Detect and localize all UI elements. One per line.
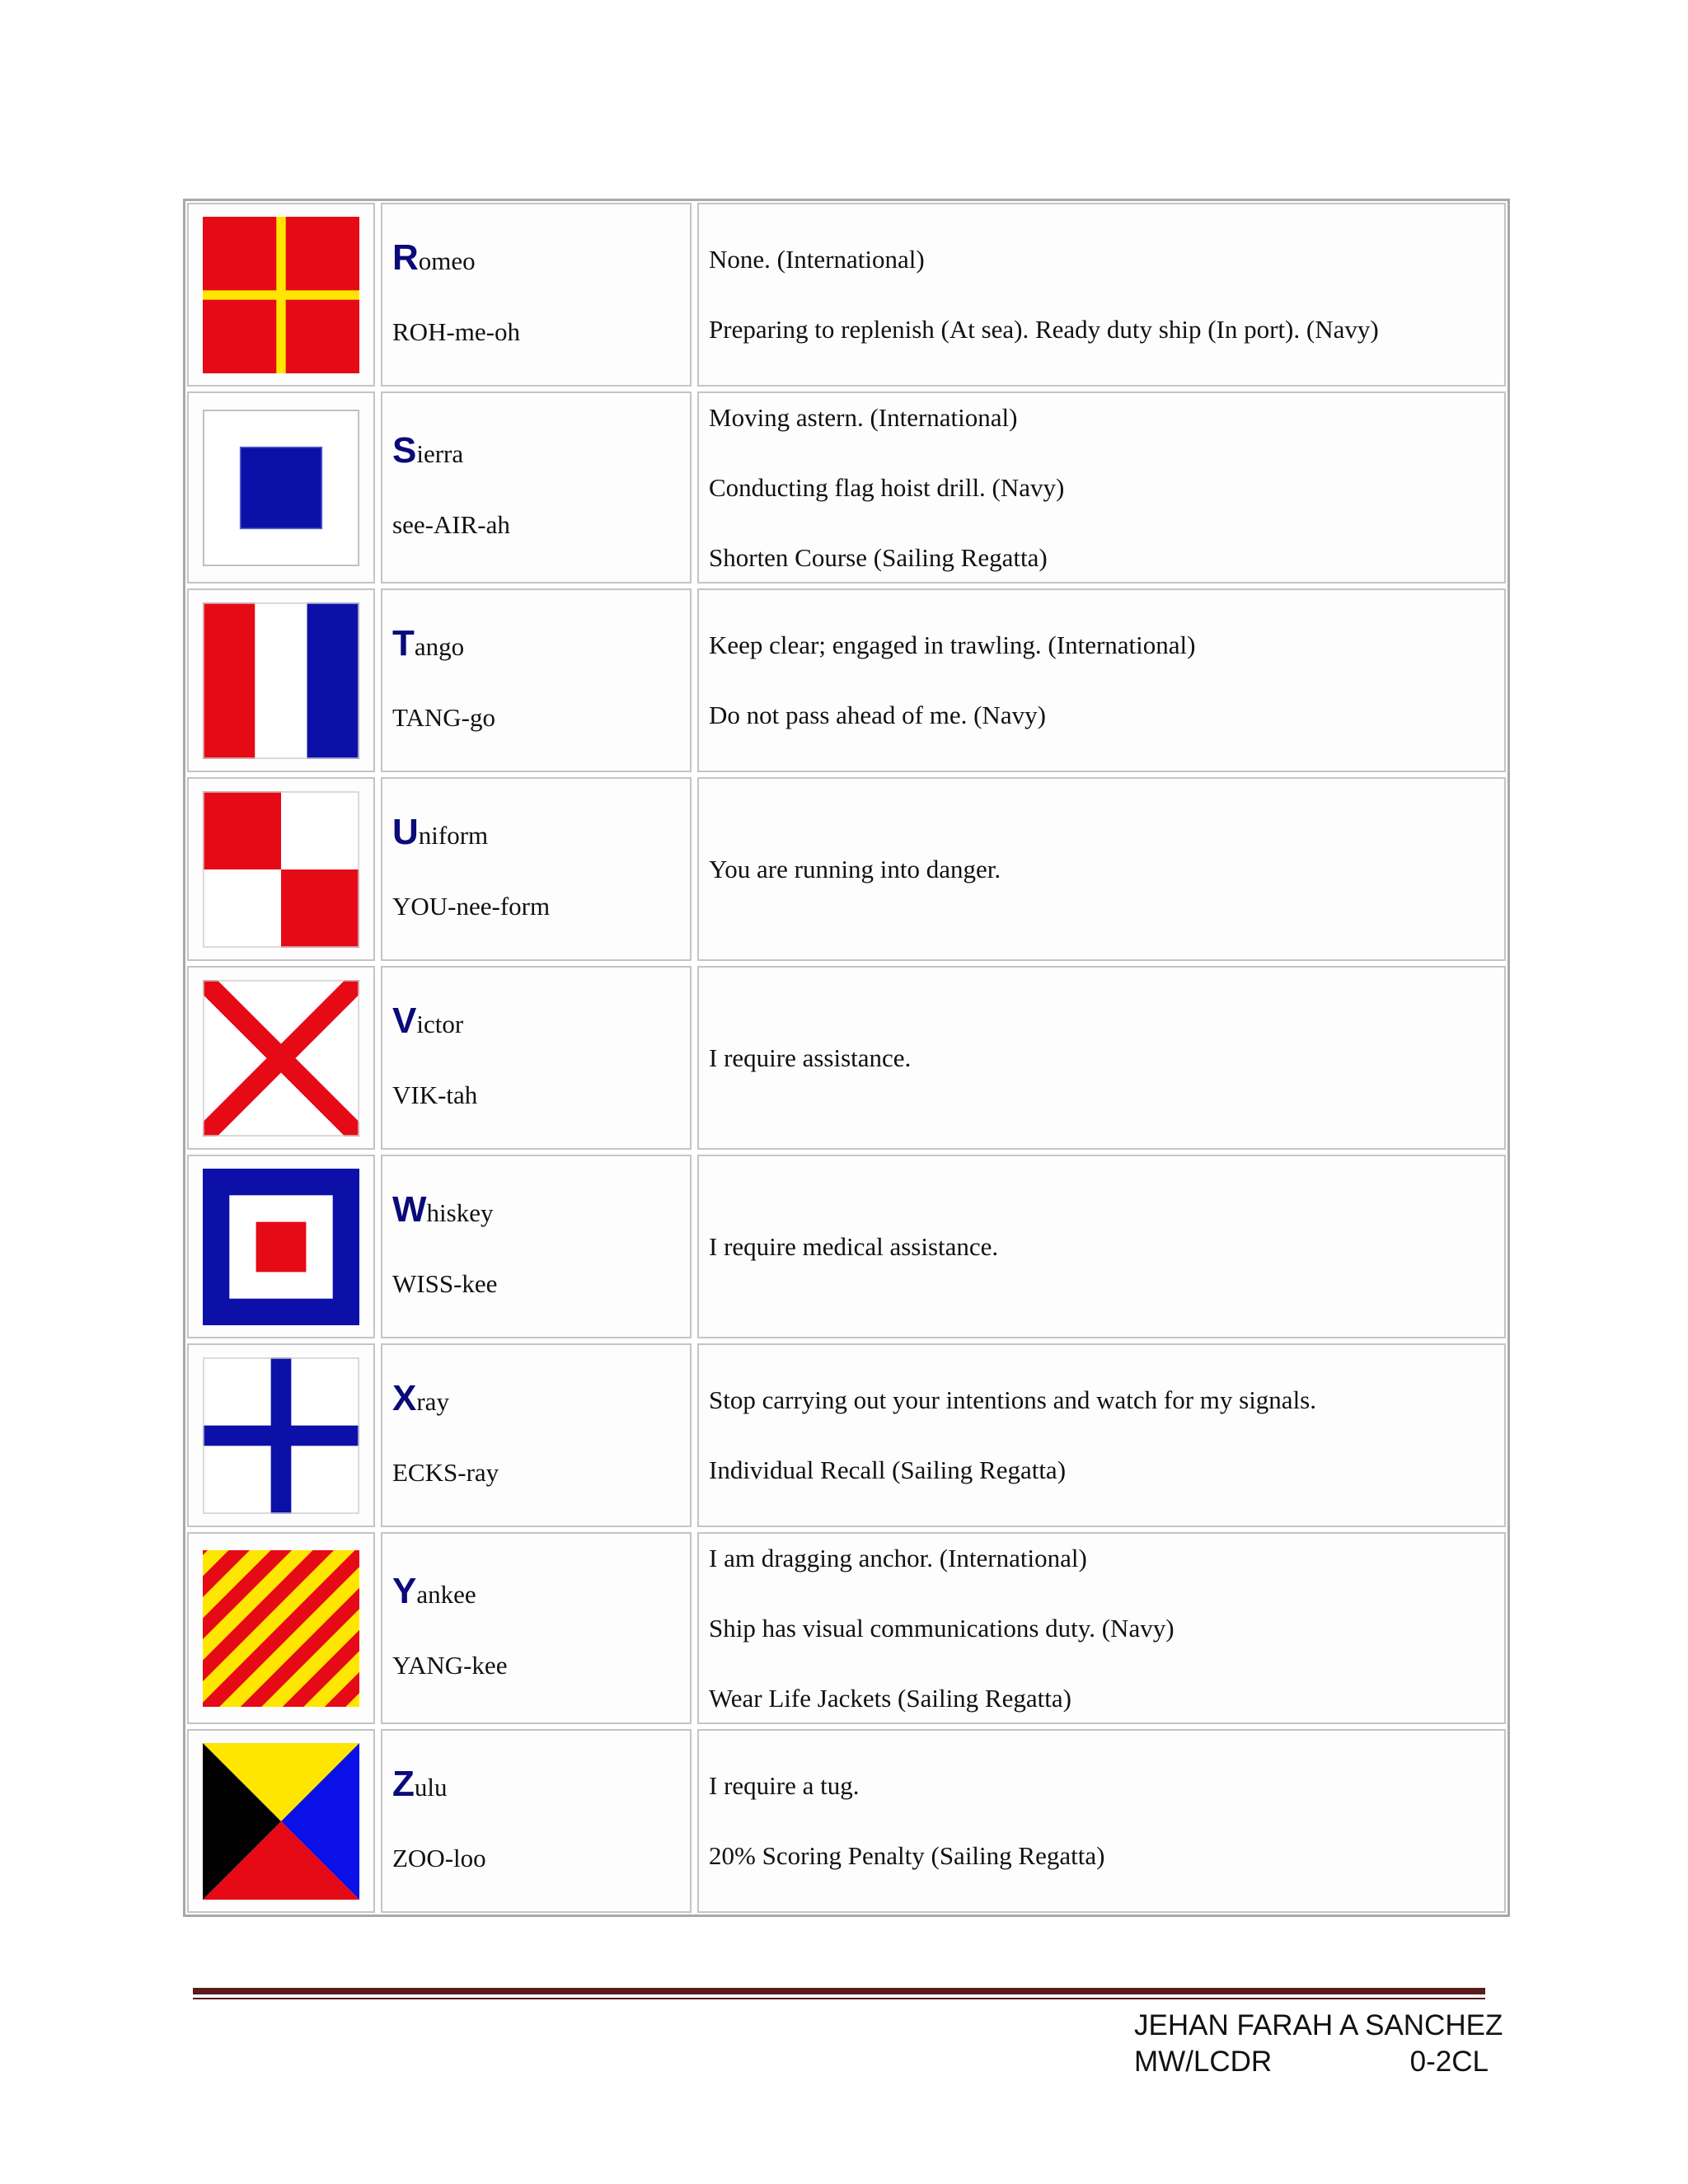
flag-cell — [187, 1155, 375, 1338]
flag-name — [392, 1763, 690, 1804]
meaning-cell — [697, 1532, 1506, 1724]
flag-name-rest: ulu — [414, 1772, 448, 1802]
flag-name — [392, 1377, 690, 1418]
table-row — [187, 203, 1506, 387]
meaning-line: Individual Recall (Sailing Regatta) — [709, 1455, 1067, 1484]
meaning-line: I require assistance. — [709, 1043, 912, 1072]
table-row — [187, 1343, 1506, 1527]
footer-code: 0-2CL — [1409, 2046, 1489, 2078]
flag-name-initial: Y — [392, 1570, 417, 1611]
footer — [1134, 2008, 1503, 2080]
name-cell — [381, 1532, 692, 1724]
zulu-flag-icon — [203, 1743, 359, 1900]
meaning-cell — [697, 391, 1506, 583]
footer-divider — [193, 1988, 1485, 1994]
flag-phonetic: TANG-go — [392, 702, 495, 732]
name-cell — [381, 1343, 692, 1527]
flag-phonetic: ZOO-loo — [392, 1843, 486, 1872]
flag-phonetic: YOU-nee-form — [392, 891, 551, 921]
table-row — [187, 1532, 1506, 1724]
flag-cell — [187, 1343, 375, 1527]
flag-phonetic: ECKS-ray — [392, 1457, 499, 1487]
flag-name-initial: S — [392, 429, 417, 471]
meaning-cell — [697, 1729, 1506, 1913]
flag-name-rest: ray — [416, 1386, 449, 1416]
flag-name-initial: U — [392, 811, 419, 852]
meaning-cell — [697, 203, 1506, 387]
flag-phonetic: see-AIR-ah — [392, 509, 510, 539]
flag-name-rest: omeo — [418, 246, 476, 275]
meaning-cell — [697, 1155, 1506, 1338]
name-cell — [381, 966, 692, 1150]
flag-table — [183, 199, 1510, 1917]
victor-flag-icon — [203, 980, 359, 1137]
flag-phonetic: ROH-me-oh — [392, 316, 520, 346]
flag-name — [392, 237, 690, 278]
uniform-flag-icon — [203, 791, 359, 948]
flag-name-rest: hiskey — [426, 1197, 494, 1227]
flag-cell — [187, 1532, 375, 1724]
meaning-line: Conducting flag hoist drill. (Navy) — [709, 472, 1065, 502]
flag-name — [392, 811, 690, 852]
table-row — [187, 391, 1506, 583]
flag-name — [392, 1188, 690, 1230]
name-cell — [381, 777, 692, 961]
flag-name — [392, 622, 690, 663]
meaning-line: Do not pass ahead of me. (Navy) — [709, 701, 1046, 729]
flag-name — [392, 1570, 690, 1611]
flag-name-initial: W — [392, 1188, 427, 1230]
xray-flag-icon — [203, 1357, 359, 1514]
flag-cell — [187, 777, 375, 961]
name-cell — [381, 203, 692, 387]
flag-name-rest: ankee — [416, 1579, 476, 1609]
flag-name-initial: Z — [392, 1763, 415, 1804]
meaning-line: None. (International) — [709, 245, 925, 274]
meaning-line: I require medical assistance. — [709, 1231, 999, 1261]
meaning-line: Preparing to replenish (At sea). Ready duty ship (In port). (Navy) — [709, 315, 1379, 344]
flag-cell — [187, 966, 375, 1150]
flag-cell — [187, 588, 375, 772]
whiskey-flag-icon — [203, 1169, 359, 1325]
flag-name-rest: niform — [418, 820, 489, 850]
table-row — [187, 588, 1506, 772]
flag-name-initial: X — [392, 1377, 417, 1418]
meaning-line: I require a tug. — [709, 1771, 860, 1800]
name-cell — [381, 1155, 692, 1338]
name-cell — [381, 391, 692, 583]
flag-name-rest: ierra — [416, 438, 464, 468]
flag-name — [392, 1000, 690, 1041]
meaning-line: 20% Scoring Penalty (Sailing Regatta) — [709, 1841, 1105, 1870]
meaning-line: Keep clear; engaged in trawling. (International) — [709, 630, 1196, 659]
flag-name — [392, 429, 690, 471]
meaning-cell — [697, 777, 1506, 961]
flag-name-rest: ictor — [416, 1009, 464, 1038]
meaning-line: Stop carrying out your intentions and watch for my signals. — [709, 1385, 1316, 1414]
romeo-flag-icon — [203, 217, 359, 373]
meaning-cell — [697, 588, 1506, 772]
flag-phonetic: VIK-tah — [392, 1080, 478, 1109]
flag-cell — [187, 203, 375, 387]
meaning-line: Shorten Course (Sailing Regatta) — [709, 542, 1048, 572]
flag-cell — [187, 391, 375, 583]
yankee-flag-icon — [203, 1550, 359, 1707]
flag-phonetic: YANG-kee — [392, 1650, 508, 1680]
footer-role: MW/LCDR — [1134, 2046, 1273, 2078]
name-cell — [381, 1729, 692, 1913]
flag-name-initial: T — [392, 622, 415, 663]
name-cell — [381, 588, 692, 772]
flag-name-initial: R — [392, 237, 419, 278]
meaning-cell — [697, 966, 1506, 1150]
meaning-line: Moving astern. (International) — [709, 402, 1018, 432]
flag-name-initial: V — [392, 1000, 417, 1041]
footer-role-line — [1134, 2044, 1489, 2080]
footer-name: JEHAN FARAH A SANCHEZ — [1134, 2009, 1503, 2041]
meaning-line: Ship has visual communications duty. (Navy) — [709, 1613, 1175, 1643]
table-row — [187, 777, 1506, 961]
table-row — [187, 966, 1506, 1150]
tango-flag-icon — [203, 602, 359, 759]
meaning-cell — [697, 1343, 1506, 1527]
flag-phonetic: WISS-kee — [392, 1268, 498, 1298]
sierra-flag-icon — [203, 410, 359, 566]
flag-cell — [187, 1729, 375, 1913]
meaning-line: Wear Life Jackets (Sailing Regatta) — [709, 1683, 1071, 1713]
meaning-line: You are running into danger. — [709, 854, 1001, 883]
footer-divider-thin — [193, 1998, 1485, 1999]
table-row — [187, 1729, 1506, 1913]
table-row — [187, 1155, 1506, 1338]
flag-name-rest: ango — [414, 631, 465, 661]
meaning-line: I am dragging anchor. (International) — [709, 1543, 1087, 1572]
